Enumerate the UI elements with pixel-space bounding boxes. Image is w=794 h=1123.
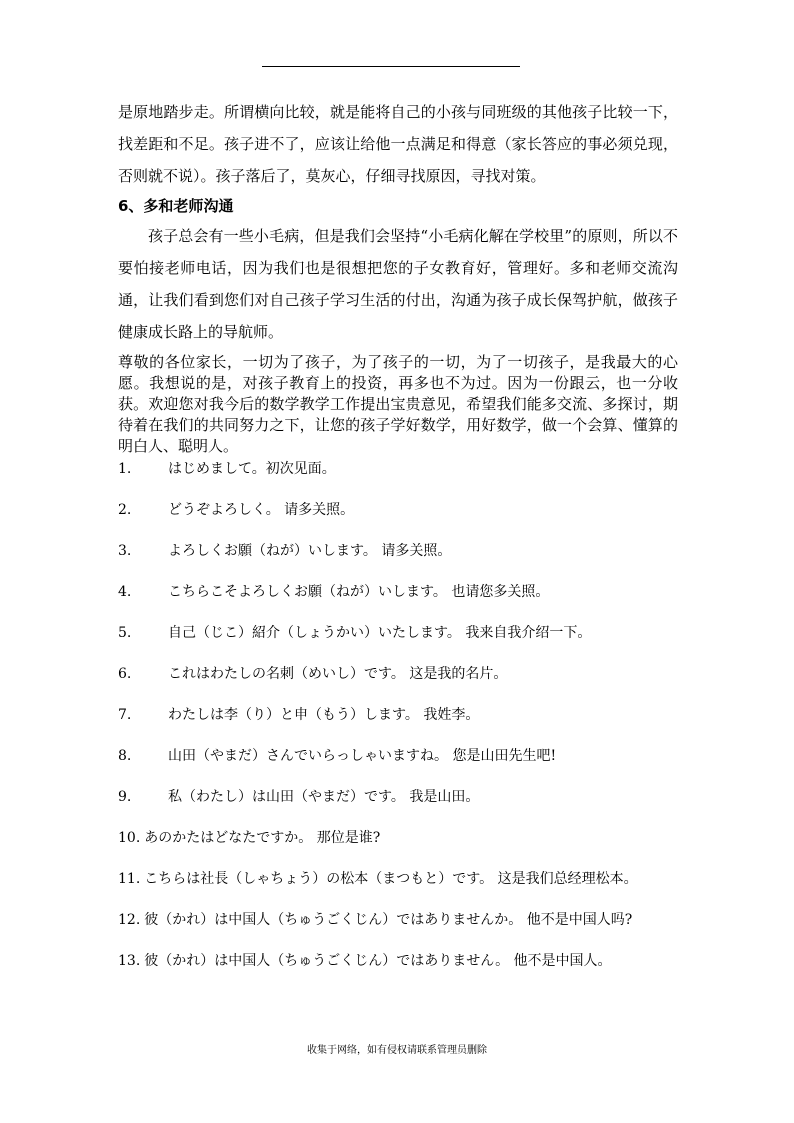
top-paragraph: 是原地踏步走。所谓横向比较，就是能将自己的小孩与同班级的其他孩子比较一下，找差距和不足。孩子进不了，应该让给他一点满足和得意（家长答应的事必须兑现，否则就不说）。孩子落后了，莫灰心，仔细寻找原因，寻找对策。: [118, 103, 678, 185]
item-text: 山田（やまだ）さんでいらっしゃいますね。 您是山田先生吧!: [168, 748, 557, 764]
item-text: わたしは李（り）と申（もう）します。 我姓李。: [168, 707, 480, 723]
section-heading: 6、多和老师沟通: [118, 197, 234, 215]
item-number: 11.: [118, 871, 141, 887]
item-number: 8.: [118, 748, 132, 764]
item-number: 4.: [118, 584, 132, 600]
item-text: あのかたはどなたですか。 那位是谁?: [144, 830, 381, 846]
item-text: 自己（じこ）紹介（しょうかい）いたします。 我来自我介绍一下。: [168, 625, 592, 641]
list-item: [118, 910, 678, 930]
item-number: 9.: [118, 789, 132, 805]
item-number: 5.: [118, 625, 132, 641]
item-number: 10.: [118, 830, 141, 846]
list-item: [118, 541, 678, 561]
item-text: 私（わたし）は山田（やまだ）です。 我是山田。: [168, 789, 480, 805]
item-number: 2.: [118, 502, 132, 518]
item-text: こちらこそよろしくお願（ねが）いします。 也请您多关照。: [168, 584, 550, 600]
list-item: [118, 500, 678, 520]
list-item: [118, 951, 678, 971]
list-item: [118, 664, 678, 684]
phrase-list: [118, 459, 678, 971]
item-text: よろしくお願（ねが）いします。 请多关照。: [168, 543, 452, 559]
item-number: 3.: [118, 543, 132, 559]
list-item: [118, 623, 678, 643]
header-rule: [262, 66, 520, 67]
document-body: [118, 96, 678, 992]
item-text: どうぞよろしく。 请多关照。: [168, 502, 355, 518]
page-footer: 收集于网络，如有侵权请联系管理员删除: [307, 1045, 487, 1056]
list-item: [118, 828, 678, 848]
list-item: [118, 746, 678, 766]
section-paragraph: 孩子总会有一些小毛病，但是我们会坚持“小毛病化解在学校里”的原则，所以不要怕接老师电话，因为我们也是很想把您的子女教育好，管理好。多和老师交流沟通，让我们看到您们对自己孩子学习生活的付出，沟通为孩子成长保驾护航，做孩子健康成长路上的导航师。: [118, 227, 678, 341]
item-number: 13.: [118, 953, 141, 969]
list-item: [118, 705, 678, 725]
item-text: 彼（かれ）は中国人（ちゅうごくじん）ではありません。 他不是中国人。: [144, 953, 612, 969]
item-text: これはわたしの名刺（めいし）です。 这是我的名片。: [168, 666, 508, 682]
item-number: 6.: [118, 666, 132, 682]
closing-paragraph: 尊敬的各位家长，一切为了孩子，为了孩子的一切，为了一切孩子，是我最大的心愿。我想说的是，对孩子教育上的投资，再多也不为过。因为一份跟云，也一分收获。欢迎您对我今后的数学教学工作提出宝贵意见，希望我们能多交流、多探讨，期待着在我们的共同努力之下，让您的孩子学好数学，用好数学，做一个会算、懂算的明白人、聪明人。: [118, 353, 678, 455]
list-item: [118, 869, 678, 889]
item-number: 1.: [118, 461, 132, 477]
list-item: [118, 582, 678, 602]
list-item: [118, 459, 678, 479]
item-text: 彼（かれ）は中国人（ちゅうごくじん）ではありませんか。 他不是中国人吗?: [144, 912, 633, 928]
item-number: 7.: [118, 707, 132, 723]
item-text: はじめまして。初次见面。: [168, 461, 336, 477]
list-item: [118, 787, 678, 807]
item-number: 12.: [118, 912, 141, 928]
item-text: こちらは社長（しゃちょう）の松本（まつもと）です。 这是我们总经理松本。: [144, 871, 638, 887]
